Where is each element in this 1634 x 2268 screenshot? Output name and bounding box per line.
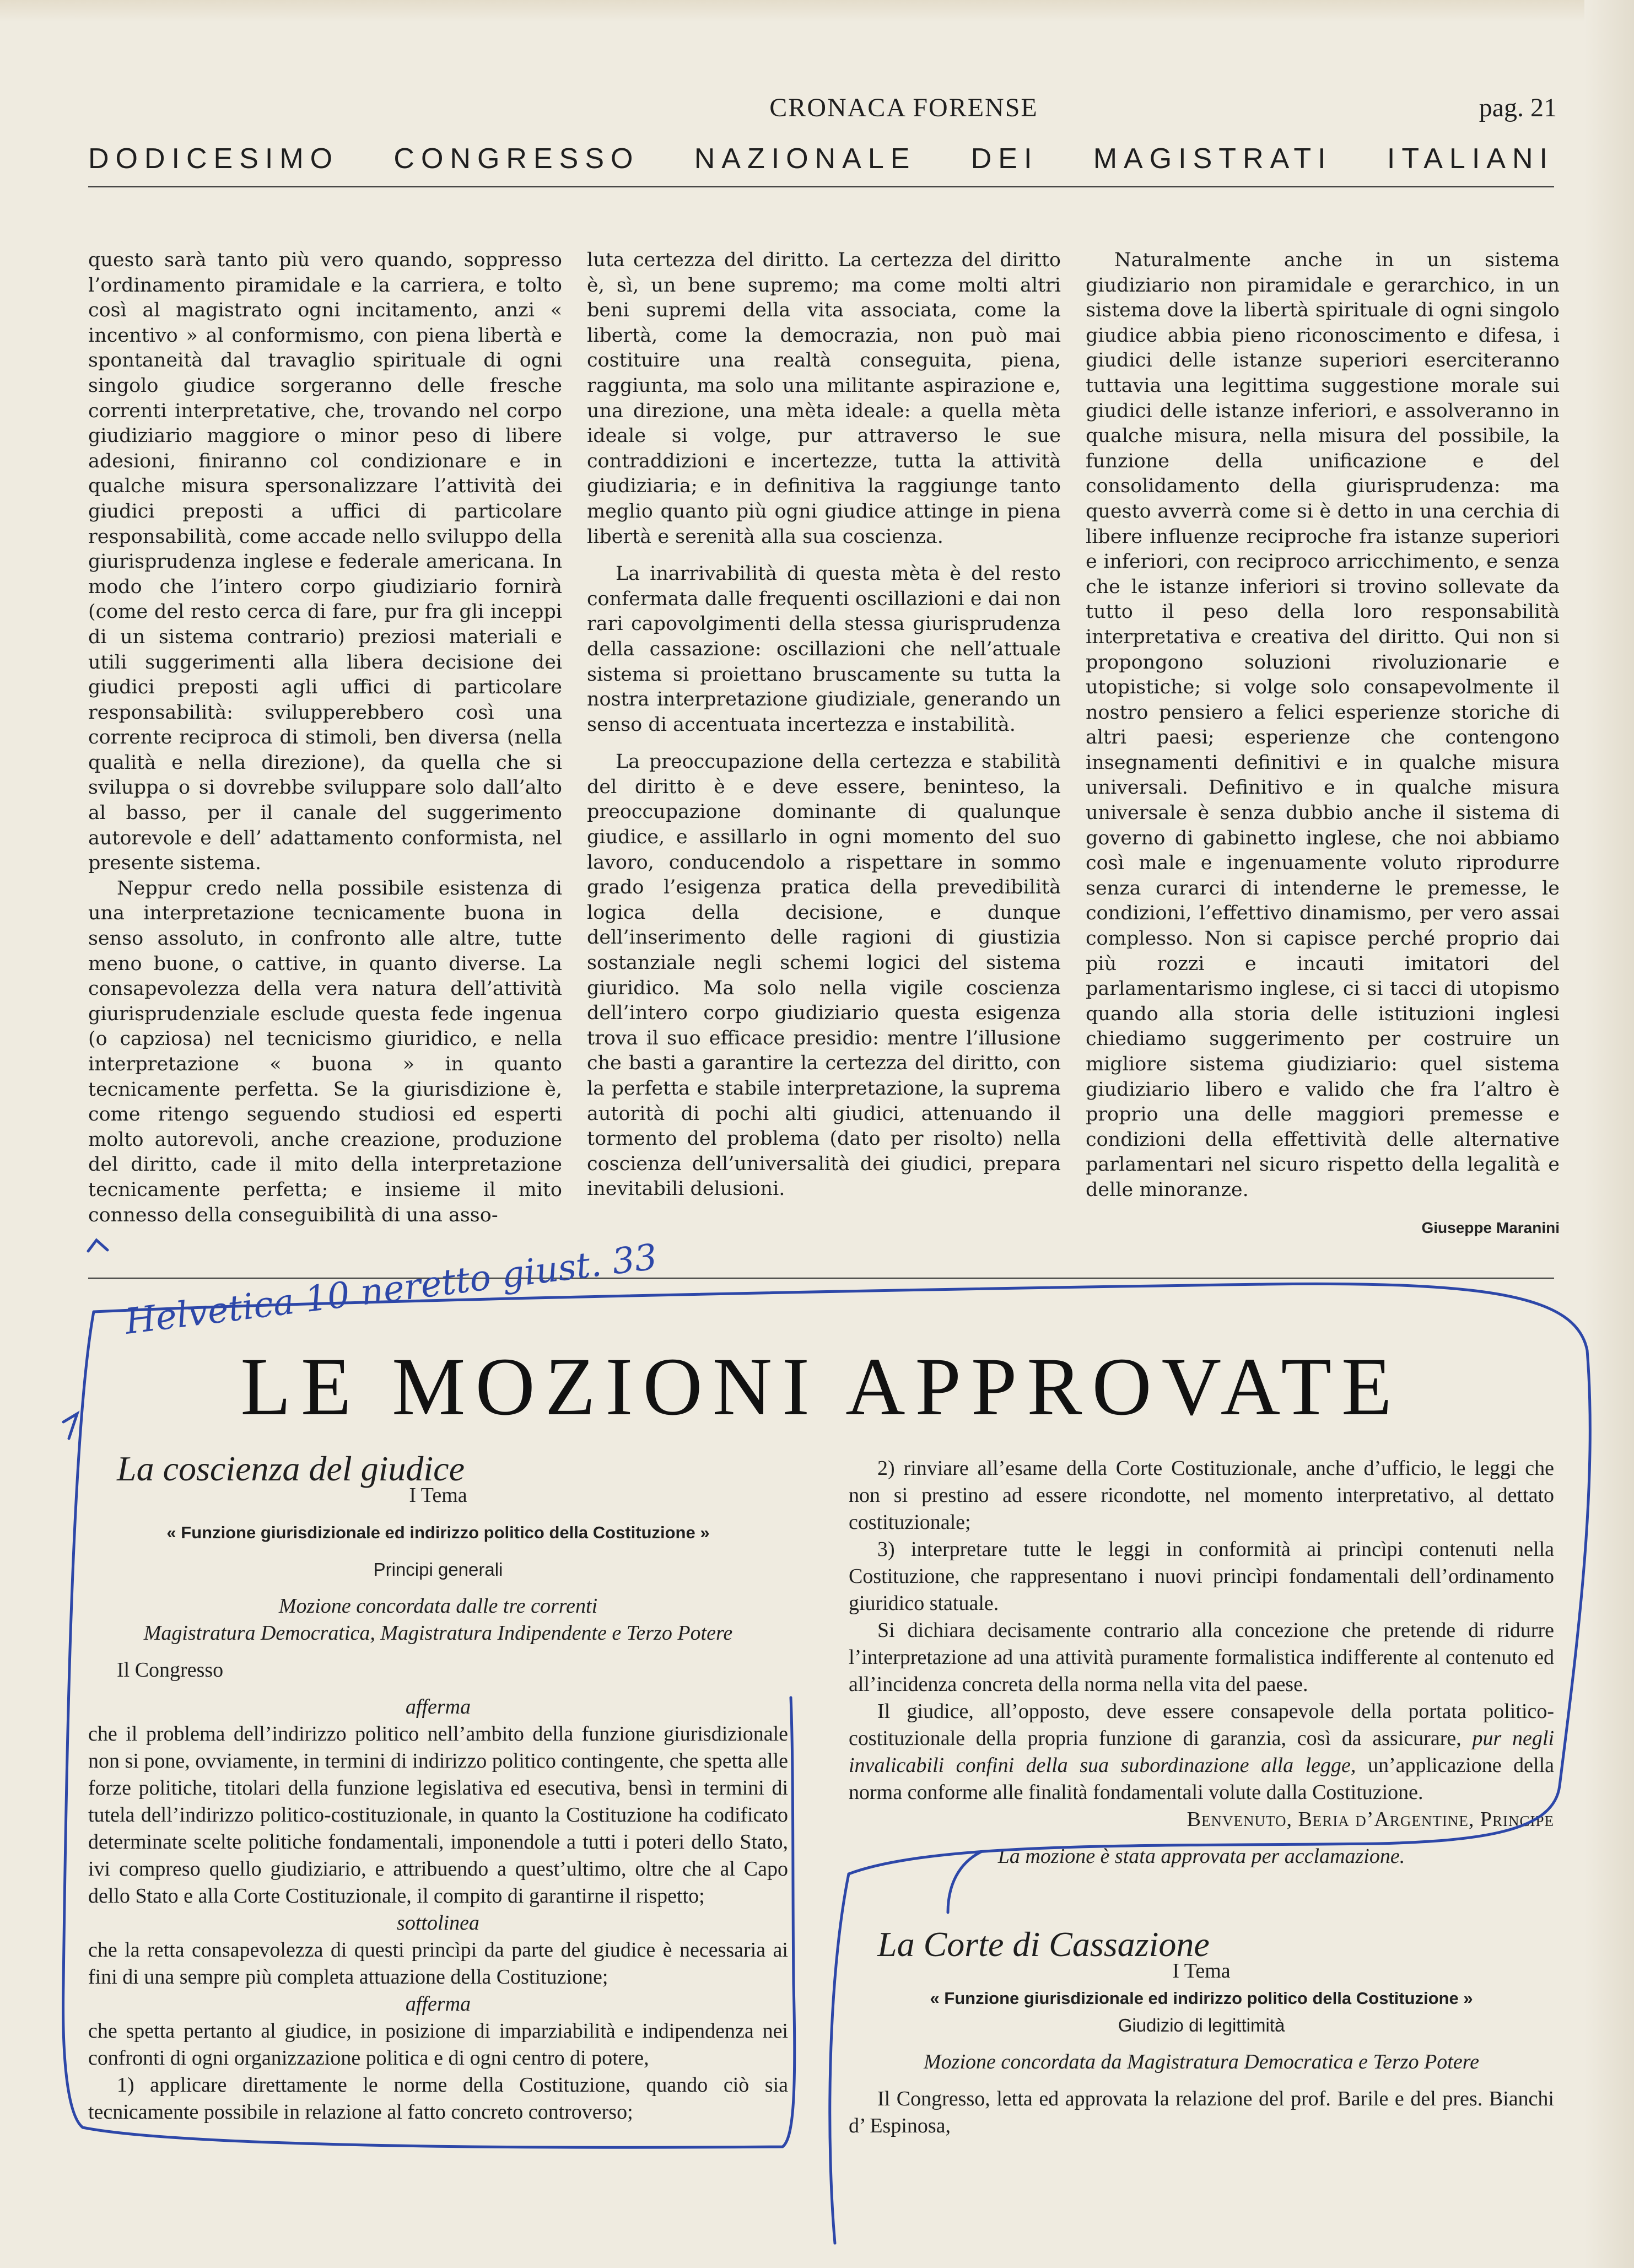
mozione-heading: La Corte di Cassazione <box>877 1925 1210 1964</box>
running-head: CRONACA FORENSE <box>769 93 1038 122</box>
caret-mark <box>88 1240 107 1251</box>
mozione-text: un’applicazione della norma conforme alle finalità fondamentali volute dalla Costituzione. <box>849 1754 1554 1804</box>
sottolinea-label: sottolinea <box>397 1911 479 1935</box>
approval-note: La mozione è stata approvata per acclamazione. <box>997 1845 1405 1868</box>
article-column-2 <box>587 248 1061 1202</box>
article-column-3 <box>1086 248 1560 1240</box>
mozione-paragraph: che la retta consapevolezza di questi princìpi da parte del giudice è necessaria ai fini di una sempre più completa attuazione della Costituzione; <box>88 1938 788 1989</box>
mozione-paragraph: che spetta pertanto al giudice, in posizione di imparziabilità e indipendenza nei confronti di ogni organizzazione politica e di ogni centro di potere, <box>88 2019 788 2070</box>
mozione-source-line: Mozione concordata da Magistratura Democratica e Terzo Potere <box>924 2050 1479 2073</box>
mozione-paragraph: Si dichiara decisamente contrario alla concezione che pretende di ridurre l’interpretazione ad una attività puramente formalistica indifferente al contenuto ed all’incidenza concreta della norma nella vita del paese. <box>849 1619 1554 1696</box>
mozione-item: 1) applicare direttamente le norme della Costituzione, quando ciò sia tecnicamente possibile in relazione al fatto concreto controverso; <box>88 2073 788 2124</box>
article-paragraph: Naturalmente anche in un sistema giudiziario non piramidale e gerarchico, in un sistema dove la libertà spirituale di ogni singolo giudice abbia pieno riconoscimento e difesa, i giudici delle istanze superiori eserciteranno tuttavia una legittima suggestione morale sui giudici delle istanze inferiori, e assolveranno in qualche misura, nella misura del possibile, la funzione della unificazione e del consolidamento della giurisprudenza: ma questo avverrà come si è detto in una cerchia di libere influenze reciproche fra istanze superiori e inferiori, con reciproco arricchimento, e senza che le istanze inferiori si trovino sollevate da tutto il peso della loro responsabilità interpretativa e creativa del diritto. Qui non si propongono soluzioni rivoluzionarie e utopistiche; si volge solo consapevolmente il nostro pensiero a felici esperienze storiche di altri paesi; esperienze che contengono insegnamenti definitivi e in qualche misura universali. Definitivo e in qualche misura universale è senza dubbio anche il sistema di governo di gabinetto inglese, che noi abbiamo così male e ingenuamente voluto riprodurre senza curarci di intenderne le premesse, le condizioni, l’effettivo dinamismo, per vero assai complesso. Non si capisce perché proprio dai più rozzi e incauti imitatori del parlamentarismo inglese, ci si tacci di utopismo quando alla storia delle istituzioni inglesi chiediamo suggerimento per costruire un migliore sistema giudiziario: quel sistema giudiziario libero e valido che fra l’altro è proprio una delle maggiori premesse e condizioni della effettività delle alternative parlamentari nel sicuro rispetto della legalità e delle minoranze. <box>1086 249 1560 1201</box>
mozione-item: 3) interpretare tutte le leggi in conformità ai princìpi contenuti nella Costituzione, che rappresentano i nuovi princìpi fondamentali dell’ordinamento giuridico statuale. <box>849 1538 1554 1615</box>
article-paragraph: La inarrivabilità di questa mèta è del resto confermata dalle frequenti oscillazioni e dai non rari capovolgimenti della stessa giurisprudenza della cassazione: oscillazioni che nell’attuale sistema si proiettano bruscamente su tutta la nostra interpretazione giudiziale, generando un senso di accentuata incertezza e instabilità. <box>587 563 1061 736</box>
mozione-source-line: Mozione concordata dalle tre correnti <box>278 1594 598 1618</box>
section-title <box>88 142 1554 175</box>
handwritten-note: Helvetica 10 neretto giust. 33 <box>122 1237 660 1343</box>
outline-stroke <box>63 1414 77 1439</box>
mozione-text: Il giudice, all’opposto, deve essere consapevole della portata politico-costituzionale della propria funzione di garanzia, così da assicurare, <box>849 1700 1554 1750</box>
section-title-word: DODICESIMO <box>88 143 339 175</box>
tema-title: « Funzione giurisdizionale ed indirizzo politico della Costituzione » <box>166 1523 710 1542</box>
mozioni-right-column <box>849 1455 1554 2140</box>
mozione-item: 2) rinviare all’esame della Corte Costituzionale, anche d’ufficio, le leggi che non si prestino ad essere ricondotte, nel momento interpretativo, al dettato costituzionale; <box>849 1457 1554 1534</box>
section-title-word: MAGISTRATI <box>1093 143 1333 175</box>
mozione-paragraph: Il Congresso, letta ed approvata la relazione del prof. Barile e del pres. Bianchi d’ Espinosa, <box>849 2087 1554 2137</box>
article-signature: Giuseppe Maranini <box>1421 1219 1560 1236</box>
tema-label: I Tema <box>409 1484 467 1507</box>
article-column-1 <box>88 248 562 1228</box>
article-paragraph: luta certezza del diritto. La certezza del diritto è, sì, un bene supremo; ma come molti altri beni supremi della vita associata, come la libertà, come la democrazia, non può mai costituire una realtà conseguita, piena, raggiunta, ma solo una militante aspirazione e, una direzione, una mèta ideale: a quella mèta ideale si volge, pur attraverso le sue contraddizioni e incertezze, tutta la attività giudiziaria; e in definitiva la raggiunge tanto meglio quanto più ogni giudice attinge in piena libertà e serenità alla sua coscienza. <box>587 249 1061 548</box>
section-title-word: ITALIANI <box>1387 143 1554 175</box>
mozione-source-line: Magistratura Democratica, Magistratura Indipendente e Terzo Potere <box>143 1621 733 1645</box>
page-fold-shadow <box>1584 0 1634 2268</box>
giudizio-label: Giudizio di legittimità <box>1118 2015 1285 2035</box>
section-title-word: NAZIONALE <box>694 143 916 175</box>
mozione-text-italic: pur negli invalicabili confini della sua subordinazione alla legge, <box>849 1727 1554 1777</box>
header-rule <box>88 186 1554 187</box>
mozioni-left-column <box>88 1449 788 2126</box>
tema-title: « Funzione giurisdizionale ed indirizzo politico della Costituzione » <box>930 1989 1473 2008</box>
article-paragraph: questo sarà tanto più vero quando, soppresso l’ordinamento piramidale e la carriera, e tolto così al magistrato ogni incitamento, anzi « incentivo » al conformismo, con piena libertà e spontaneità dal travaglio spirituale di ogni singolo giudice sorgeranno delle fresche correnti interpretative, che, trovando nel corpo giudiziario maggiore o minor peso di libere adesioni, finiranno col condizionare e in qualche misura spersonalizzare l’attività dei giudici preposti a uffici di particolare responsabilità, come accade nello sviluppo della giurisprudenza inglese e federale americana. In modo che l’intero corpo giudiziario fornirà (come del resto cerca di fare, pur fra gli inceppi di un sistema contrario) preziosi materiali e utili suggerimenti alla libera decisione dei giudici preposti agli uffici di particolare responsabilità: svilupperebbero così una corrente reciproca di stimoli, ben diversa (nella qualità e nella direzione), da quella che si sviluppa o si dovrebbe sviluppare solo dall’alto al basso, per il canale del suggerimento autorevole e dell’ adattamento conformista, nel presente sistema. <box>88 249 562 875</box>
outline-stroke <box>830 1874 849 2243</box>
section-divider-rule <box>88 1278 1554 1279</box>
article-paragraph: La preoccupazione della certezza e stabilità del diritto è e deve essere, beninteso, la preoccupazione dominante di qualunque giudice, e assillarlo in ogni momento del suo lavoro, conducendolo a rispettare in sommo grado l’esigenza pratica della prevedibilità logica della decisione, e dunque dell’inserimento delle ragioni di giustizia sostanziale negli schemi logici del sistema giuridico. Ma solo nella vigile coscienza dell’intero corpo giudiziario questa esigenza trova il suo efficace presidio: mentre l’illusione che basti a garantire la certezza del diritto, con la perfetta e stabile interpretazione, la suprema autorità di pochi alti giudici, attenuando il tormento del problema (dato per risolto) nella coscienza dell’universalità dei giudici, prepara inevitabili delusioni. <box>587 751 1061 1200</box>
afferma-label: afferma <box>405 1695 471 1718</box>
mozione-paragraph <box>849 1698 1554 1806</box>
tema-label: I Tema <box>1172 1959 1231 1983</box>
mozioni-title: LE MOZIONI APPROVATE <box>240 1341 1402 1432</box>
principi-label: Principi generali <box>373 1559 503 1580</box>
congresso-label: Il Congresso <box>117 1658 224 1682</box>
afferma-label: afferma <box>405 1992 471 2016</box>
mozione-heading: La coscienza del giudice <box>117 1449 465 1488</box>
mozione-paragraph: che il problema dell’indirizzo politico nell’ambito della funzione giurisdizionale non si pone, ovviamente, in termini di indirizzo politico contingente, che spetta alle forze politiche, titolari della funzione legislativa ed esecutiva, bensì in termini di tutela dell’indirizzo politico-costituzionale, in quanto la Costituzione ha codificato determinate scelte politiche fondamentali, imponendole a tutti i poteri dello Stato, ivi compreso quello giudiziario, e attribuendo a quest’ultimo, oltre che al Capo dello Stato e alla Corte Costituzionale, il compito di garantirne il rispetto; <box>88 1722 788 1908</box>
page-number: pag. 21 <box>1479 93 1557 122</box>
article-paragraph: Neppur credo nella possibile esistenza di una interpretazione tecnicamente buona in senso assoluto, in confronto alle altre, tutte meno buone, o cattive, in quanto diverse. La consapevolezza della vera natura dell’attività giurisprudenziale esclude questa fede ingenua (o capziosa) nel tecnicismo giuridico, e nella interpretazione « buona » in quanto tecnicamente perfetta. Se la giurisdizione è, come ritengo seguendo studiosi ed esperti molto autorevoli, anche creazione, produzione del diritto, cade il mito della interpretazione tecnicamente perfetta; e insieme il mito connesso della conseguibilità di una asso- <box>88 877 562 1226</box>
section-title-word: DEI <box>970 143 1039 175</box>
page-top-edge <box>0 0 1634 22</box>
section-title-word: CONGRESSO <box>393 143 640 175</box>
signers: Benvenuto, Beria d’Argentine, Principe <box>1187 1808 1554 1831</box>
